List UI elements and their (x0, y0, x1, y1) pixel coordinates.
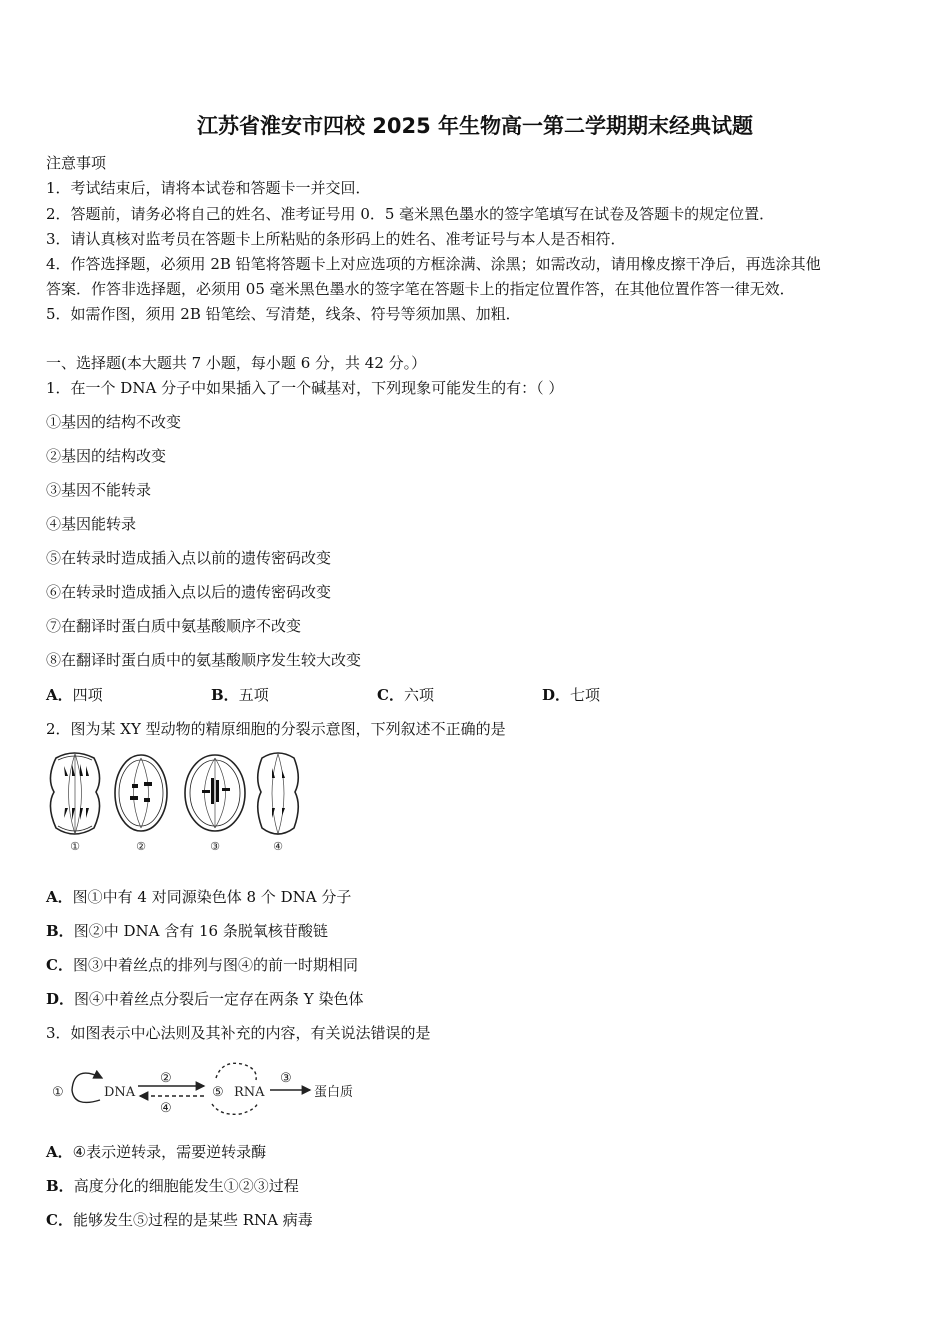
notice-item: 5．如需作图，须用 2B 铅笔绘、写清楚，线条、符号等须加黑、加粗． (46, 305, 521, 323)
page-title: 江苏省淮安市四校 2025 年生物高一第二学期期末经典试题 (196, 114, 754, 138)
notice-item: 4．作答选择题，必须用 2B 铅笔将答题卡上对应选项的方框涂满、涂黑；如需改动，请用橡皮擦干净后，再选涂其他 (46, 255, 821, 273)
q1-option-b[interactable]: B．五项 (211, 686, 269, 704)
q1-statement: ②基因的结构改变 (46, 447, 167, 465)
replication-loop (72, 1073, 102, 1102)
q2-option-c[interactable]: C．图③中着丝点的排列与图④的前一时期相同 (46, 956, 358, 974)
notice-heading: 注意事项 (46, 154, 107, 172)
figure-label-2: ② (136, 840, 146, 853)
question-1-stem: 1．在一个 DNA 分子中如果插入了一个碱基对，下列现象可能发生的有：（ ） (46, 379, 564, 397)
process-label-3: ③ (280, 1071, 292, 1086)
figure-label-4: ④ (273, 840, 283, 853)
rna-replication-loop (216, 1063, 256, 1080)
q1-option-d[interactable]: D．七项 (542, 686, 601, 704)
q1-statement: ③基因不能转录 (46, 481, 152, 499)
figure-label-1: ① (70, 840, 80, 853)
q1-option-a[interactable]: A．四项 (46, 686, 103, 704)
q1-option-c[interactable]: C．六项 (377, 686, 434, 704)
q3-option-c[interactable]: C．能够发生⑤过程的是某些 RNA 病毒 (46, 1211, 313, 1229)
process-label-1: ① (52, 1085, 64, 1100)
question-3-stem: 3．如图表示中心法则及其补充的内容，有关说法错误的是 (46, 1024, 431, 1042)
q1-statement: ①基因的结构不改变 (46, 413, 182, 431)
q3-option-b[interactable]: B．高度分化的细胞能发生①②③过程 (46, 1177, 299, 1195)
cell-outline-2 (115, 755, 167, 831)
q1-statement: ⑥在转录时造成插入点以后的遗传密码改变 (46, 583, 332, 601)
question-2-stem: 2．图为某 XY 型动物的精原细胞的分裂示意图，下列叙述不正确的是 (46, 720, 506, 738)
cell-outline-4 (258, 753, 299, 834)
q2-option-b[interactable]: B．图②中 DNA 含有 16 条脱氧核苷酸链 (46, 922, 328, 940)
process-label-2: ② (160, 1071, 172, 1086)
protein-label: 蛋白质 (314, 1085, 354, 1100)
cell-division-figure (44, 748, 306, 854)
process-label-4: ④ (160, 1101, 172, 1116)
q2-option-d[interactable]: D．图④中着丝点分裂后一定存在两条 Y 染色体 (46, 990, 364, 1008)
figure-label-3: ③ (210, 840, 220, 853)
q1-statement: ⑦在翻译时蛋白质中氨基酸顺序不改变 (46, 617, 302, 635)
notice-item: 1．考试结束后，请将本试卷和答题卡一并交回． (46, 179, 371, 197)
q3-option-a[interactable]: A．④表示逆转录，需要逆转录酶 (46, 1143, 267, 1161)
rna-label: RNA (234, 1085, 265, 1100)
notice-item: 3．请认真核对监考员在答题卡上所粘贴的条形码上的姓名、准考证号与本人是否相符． (46, 230, 626, 248)
q2-option-a[interactable]: A．图①中有 4 对同源染色体 8 个 DNA 分子 (46, 888, 352, 906)
notice-item: 2．答题前，请务必将自己的姓名、准考证号用 0．5 毫米黑色墨水的签字笔填写在试卷及答题卡的规定位置． (46, 205, 775, 223)
q1-statement: ⑤在转录时造成插入点以前的遗传密码改变 (46, 549, 332, 567)
central-dogma-diagram (44, 1058, 364, 1120)
dna-label: DNA (104, 1085, 136, 1100)
process-label-5: ⑤ (212, 1085, 224, 1100)
notice-item: 答案．作答非选择题，必须用 05 毫米黑色墨水的签字笔在答题卡上的指定位置作答，在其他位置作答一律无效． (46, 280, 795, 298)
q1-statement: ⑧在翻译时蛋白质中的氨基酸顺序发生较大改变 (46, 651, 362, 669)
section-heading: 一、选择题(本大题共 7 小题，每小题 6 分，共 42 分。） (46, 354, 427, 372)
q1-statement: ④基因能转录 (46, 515, 137, 533)
